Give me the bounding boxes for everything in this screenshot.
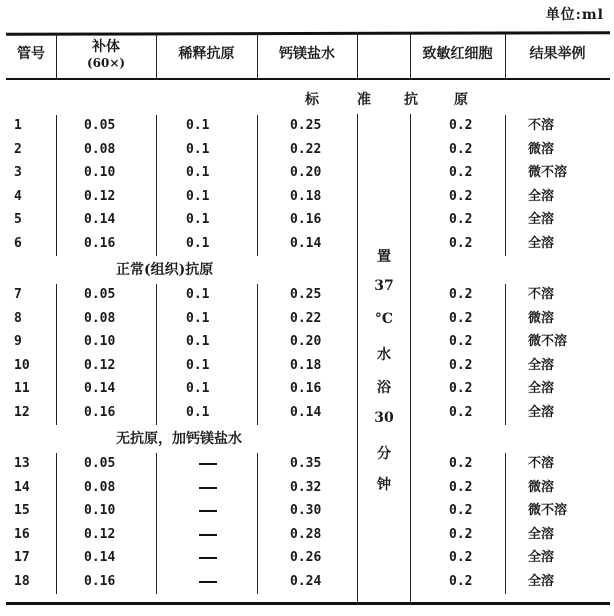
saline-volume: 0.25	[290, 287, 322, 302]
sensitized-rbc-volume: 0.2	[449, 404, 473, 420]
header-tube: 管号	[17, 46, 45, 62]
header-complement: 补体	[92, 39, 120, 55]
tube-number: 6	[14, 235, 22, 251]
saline-volume: 0.35	[290, 456, 322, 471]
no-antigen-dash	[199, 510, 217, 512]
tube-number: 1	[14, 118, 22, 133]
complement-volume: 0.12	[84, 357, 116, 373]
saline-volume: 0.24	[290, 573, 322, 589]
sensitized-rbc-volume: 0.2	[449, 456, 473, 471]
section-title: 无抗原，加钙镁盐水	[116, 431, 242, 447]
incubation-note: 水	[377, 347, 391, 363]
incubation-note: 置	[377, 249, 391, 265]
complement-volume: 0.10	[84, 334, 116, 349]
diluted-antigen-volume: 0.1	[186, 212, 210, 227]
tube-number: 13	[14, 456, 30, 471]
saline-volume: 0.18	[290, 188, 322, 204]
diluted-antigen-volume: 0.1	[186, 235, 210, 251]
row-left-border	[156, 115, 157, 256]
no-antigen-dash	[199, 463, 217, 465]
section-title: 抗	[404, 92, 418, 108]
sensitized-rbc-volume: 0.2	[449, 310, 473, 326]
diluted-antigen-volume: 0.1	[186, 141, 210, 157]
diluted-antigen-volume: 0.1	[186, 334, 210, 349]
sensitized-rbc-volume: 0.2	[449, 188, 473, 204]
complement-volume: 0.14	[84, 381, 116, 396]
complement-volume: 0.10	[84, 165, 116, 180]
sensitized-rbc-volume: 0.2	[449, 357, 473, 373]
section-title: 原	[454, 92, 468, 108]
diluted-antigen-volume: 0.1	[186, 165, 210, 180]
result-example: 微不溶	[528, 503, 568, 518]
sensitized-rbc-volume: 0.2	[449, 235, 473, 251]
row-left-border	[505, 284, 506, 425]
saline-volume: 0.28	[290, 526, 322, 542]
table-top-rule	[6, 31, 610, 36]
header-result: 结果举例	[529, 46, 586, 62]
tube-number: 14	[14, 479, 30, 495]
incubation-column-border	[410, 114, 411, 602]
incubation-note: 37	[374, 278, 394, 294]
no-antigen-dash	[199, 557, 217, 559]
result-example: 微溶	[528, 141, 555, 157]
incubation-column-border	[357, 114, 358, 602]
sensitized-rbc-volume: 0.2	[449, 526, 473, 542]
diluted-antigen-volume: 0.1	[186, 188, 210, 204]
saline-volume: 0.14	[290, 235, 322, 251]
diluted-antigen-volume: 0.1	[186, 287, 210, 302]
result-example: 全溶	[528, 235, 555, 251]
complement-volume: 0.12	[84, 188, 116, 204]
complement-volume: 0.14	[84, 212, 116, 227]
result-example: 全溶	[528, 357, 555, 373]
row-left-border	[156, 453, 157, 594]
sensitized-rbc-volume: 0.2	[449, 287, 473, 302]
header-ca-mg-saline: 钙镁盐水	[279, 46, 335, 62]
sensitized-rbc-volume: 0.2	[449, 550, 473, 565]
incubation-note: 钟	[377, 477, 391, 493]
tube-number: 8	[14, 310, 22, 326]
header-divider	[357, 34, 358, 78]
saline-volume: 0.20	[290, 165, 322, 180]
tube-number: 18	[14, 573, 30, 589]
saline-volume: 0.20	[290, 334, 322, 349]
sensitized-rbc-volume: 0.2	[449, 141, 473, 157]
saline-volume: 0.22	[290, 141, 322, 157]
result-example: 微溶	[528, 479, 555, 495]
complement-volume: 0.12	[84, 526, 116, 542]
tube-number: 9	[14, 334, 22, 349]
complement-volume: 0.05	[84, 287, 116, 302]
incubation-note: 浴	[377, 380, 391, 396]
header-sensitized-rbc: 致敏红细胞	[422, 46, 493, 62]
section-title: 准	[357, 92, 371, 108]
unit-label: 单位:ml	[545, 7, 604, 23]
complement-volume: 0.16	[84, 404, 116, 420]
complement-volume: 0.10	[84, 503, 116, 518]
result-example: 微不溶	[528, 165, 568, 180]
diluted-antigen-volume: 0.1	[186, 357, 210, 373]
saline-volume: 0.22	[290, 310, 322, 326]
saline-volume: 0.14	[290, 404, 322, 420]
saline-volume: 0.16	[290, 381, 322, 396]
row-left-border	[56, 453, 57, 594]
tube-number: 3	[14, 165, 22, 180]
row-left-border	[505, 115, 506, 256]
result-example: 全溶	[528, 550, 555, 565]
header-diluted-antigen: 稀释抗原	[178, 46, 235, 62]
result-example: 不溶	[528, 118, 555, 133]
sensitized-rbc-volume: 0.2	[449, 381, 473, 396]
result-example: 全溶	[528, 188, 555, 204]
section-title: 正常(组织)抗原	[116, 262, 214, 278]
row-left-border	[505, 453, 506, 594]
sensitized-rbc-volume: 0.2	[449, 334, 473, 349]
incubation-note: °C	[374, 311, 394, 327]
result-example: 微不溶	[528, 334, 568, 349]
complement-volume: 0.08	[84, 310, 116, 326]
tube-number: 5	[14, 212, 22, 227]
saline-volume: 0.32	[290, 479, 322, 495]
saline-volume: 0.16	[290, 212, 322, 227]
saline-volume: 0.26	[290, 550, 322, 565]
saline-volume: 0.18	[290, 357, 322, 373]
complement-volume: 0.05	[84, 456, 116, 471]
sensitized-rbc-volume: 0.2	[449, 165, 473, 180]
tube-number: 15	[14, 503, 30, 518]
row-left-border	[156, 284, 157, 425]
result-example: 不溶	[528, 456, 555, 471]
row-left-border	[56, 115, 57, 256]
saline-volume: 0.25	[290, 118, 322, 133]
tube-number: 10	[14, 357, 30, 373]
incubation-note: 30	[374, 410, 394, 426]
diluted-antigen-volume: 0.1	[186, 118, 210, 133]
complement-volume: 0.08	[84, 479, 116, 495]
result-example: 全溶	[528, 212, 555, 227]
row-left-border	[257, 453, 258, 594]
tube-number: 4	[14, 188, 22, 204]
tube-number: 11	[14, 381, 30, 396]
row-left-border	[56, 284, 57, 425]
complement-volume: 0.16	[84, 573, 116, 589]
diluted-antigen-volume: 0.1	[186, 381, 210, 396]
result-example: 全溶	[528, 381, 555, 396]
header-complement-dilution: (60×)	[86, 56, 126, 70]
tube-number: 2	[14, 141, 22, 157]
diluted-antigen-volume: 0.1	[186, 310, 210, 326]
no-antigen-dash	[199, 487, 217, 489]
tube-number: 17	[14, 550, 30, 565]
complement-volume: 0.05	[84, 118, 116, 133]
result-example: 微溶	[528, 310, 555, 326]
sensitized-rbc-volume: 0.2	[449, 479, 473, 495]
tube-number: 16	[14, 526, 30, 542]
section-title: 标	[305, 92, 319, 108]
tube-number: 7	[14, 287, 22, 302]
result-example: 全溶	[528, 404, 555, 420]
complement-volume: 0.14	[84, 550, 116, 565]
complement-volume: 0.16	[84, 235, 116, 251]
table-bottom-rule	[6, 602, 610, 605]
result-example: 全溶	[528, 526, 555, 542]
row-left-border	[257, 284, 258, 425]
row-left-border	[257, 115, 258, 256]
table-header-rule	[6, 78, 610, 80]
sensitized-rbc-volume: 0.2	[449, 118, 473, 133]
tube-number: 12	[14, 404, 30, 420]
no-antigen-dash	[199, 534, 217, 536]
result-example: 不溶	[528, 287, 555, 302]
sensitized-rbc-volume: 0.2	[449, 573, 473, 589]
saline-volume: 0.30	[290, 503, 322, 518]
no-antigen-dash	[199, 581, 217, 583]
diluted-antigen-volume: 0.1	[186, 404, 210, 420]
result-example: 全溶	[528, 573, 555, 589]
complement-volume: 0.08	[84, 141, 116, 157]
sensitized-rbc-volume: 0.2	[449, 212, 473, 227]
incubation-note: 分	[377, 446, 391, 462]
sensitized-rbc-volume: 0.2	[449, 503, 473, 518]
